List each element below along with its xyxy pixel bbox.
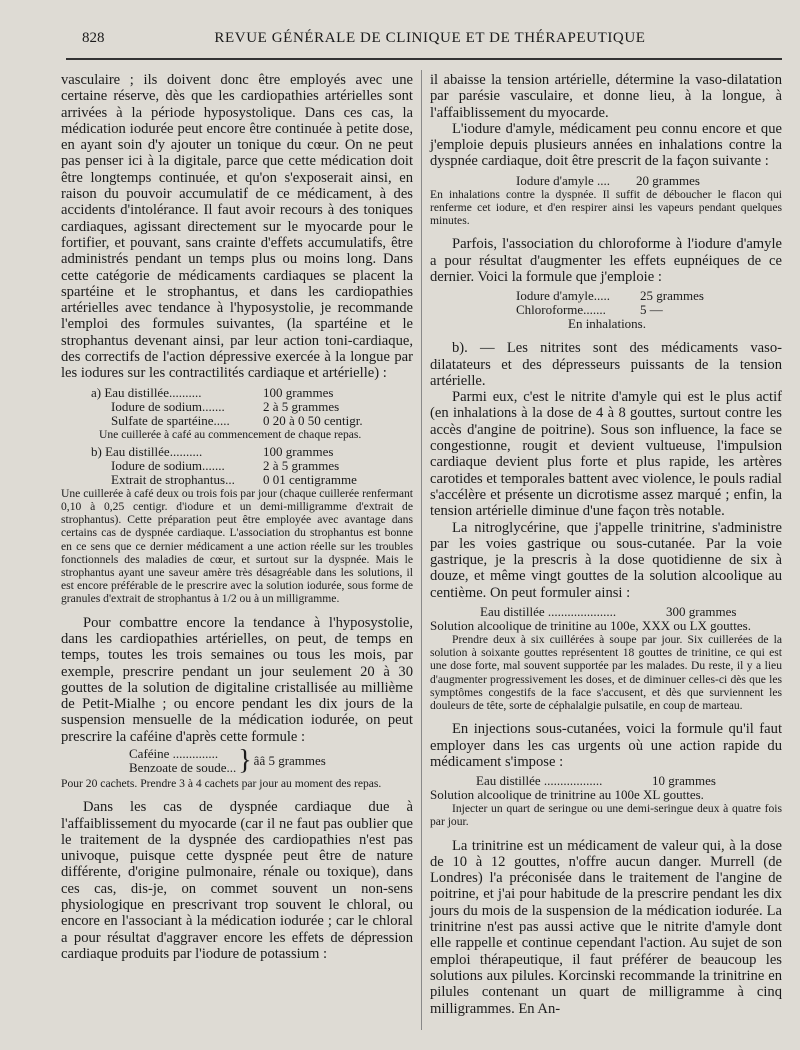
- paragraph: En injections sous-cutanées, voici la formule qu'il faut employer dans les cas urgents où une action rapide du médicament s'impose :: [430, 721, 782, 770]
- paragraph: Parfois, l'association du chloroforme à l'iodure d'amyle a pour résultat d'augmenter les effets eupnéiques de ce dernier. Voici la formule que j'emploie :: [430, 236, 782, 285]
- formula-line: Iodure de sodium....... 2 à 5 grammes: [111, 398, 340, 414]
- right-column: [430, 72, 782, 1017]
- page-number: 828: [82, 30, 105, 46]
- running-title: REVUE GÉNÉRALE DE CLINIQUE ET DE THÉRAPEUTIQUE: [214, 30, 646, 46]
- formula-line: Sulfate de spartéine..... 0 20 à 0 50 centigr.: [111, 412, 363, 428]
- formula-line: Extrait de strophantus... 0 01 centigramme: [111, 471, 357, 487]
- formula-line: Eau distillée ..................... 300 grammes: [480, 604, 737, 620]
- formula-line: Iodure de sodium....... 2 à 5 grammes: [111, 457, 340, 473]
- formula-line: En inhalations.: [568, 316, 646, 332]
- formula-line: Solution alcoolique de trinitrine au 100e XL gouttes.: [430, 787, 704, 803]
- formula-note: En inhalations contre la dyspnée. Il suffit de déboucher le flacon qui renferme cet iodure, et d'en respirer ainsi les vapeurs pendant quelques minutes.: [430, 187, 782, 228]
- paragraph: vasculaire ; ils doivent donc être employés avec une certaine réserve, dès que les cardiopathies artérielles sont arrivées à la période hyposystolique. Dans ces cas, la médication iodurée peut encore être continuée à petite dose, en ayant soin d'y ajouter un tonique du cœur. On ne peut pas penser ici à la digitale, parce que cette médication doit être longtemps continuée, et qu'on s'exposerait ainsi, en raison du pouvoir accumulatif de ce médicament, à des accidents d'intolérance. Il faut avoir recours à des toniques cardiaques, agissant directement sur le myocarde pour le fortifier, et pouvant, sans crainte d'effets accumulatifs, être administrés pendant un temps plus ou moins long. Dans cette catégorie de médicaments cardiaques se placent la spartéine et le strophantus, et dans les cardiopathies artérielles avec tendance à l'hyposystolie, je recommande l'emploi des formules suivantes, (la spartéine et le strophantus devenant ainsi, par leur action toni-cardiaque, des correctifs de l'action dépressive exercée à la longue par les iodures sur les contractilités cardiaque et artérielle) :: [61, 72, 413, 382]
- formula-line: Iodure d'amyle..... 25 grammes: [516, 288, 704, 304]
- paragraph: Parmi eux, c'est le nitrite d'amyle qui est le plus actif (en inhalations à la dose de 4 à 8 gouttes, surtout contre les accès d'angine de poitrine). Sous son influence, la face se congestionne, rougit et devient vultueuse, l'impulsion cardiaque devient plus forte et plus rapide, les artères carotides et temporales battent avec violence, le pouls radial s'accélère et présente un dicrotisme assez marqué ; enfin, la tension artérielle diminue d'une façon très notable.: [430, 389, 782, 520]
- paragraph: b). — Les nitrites sont des médicaments vaso-dilatateurs et des dépresseurs puissants de la tension artérielle.: [430, 340, 782, 389]
- column-divider: [421, 70, 422, 1030]
- formula-b: [91, 445, 413, 487]
- formula-note: Injecter un quart de seringue ou une demi-seringue deux à quatre fois par jour.: [430, 802, 782, 829]
- paragraph: il abaisse la tension artérielle, détermine la vaso-dilatation par parésie vasculaire, et donne lieu, à la longue, à l'affaiblissement du myocarde.: [430, 72, 782, 121]
- paragraph: La nitroglycérine, que j'appelle trinitrine, s'administre par les voies gastrique ou sous-cutanée. Par la voie gastrique, je la prescris à la dose quotidienne de six à douze, et même vingt gouttes de la solution alcoolique au centième. On peut formuler ainsi :: [430, 519, 782, 601]
- formula-cafeine: [129, 747, 413, 775]
- formula-a: [91, 386, 413, 428]
- formula-line: Benzoate de soude...: [129, 760, 237, 776]
- formula-line: Iodure d'amyle .... 20 grammes: [516, 172, 700, 188]
- formula-line: Solution alcoolique de trinitine au 100e, XXX ou LX gouttes.: [430, 618, 751, 634]
- formula-line: Eau distillée .................. 10 grammes: [476, 773, 716, 789]
- formula-line: Caféine ..............: [129, 746, 219, 762]
- left-column: [61, 72, 413, 962]
- paragraph: L'iodure d'amyle, médicament peu connu encore et que j'emploie depuis plusieurs années en inhalations contre la dyspnée cardiaque, doit être prescrit de la façon suivante :: [430, 120, 782, 170]
- formula-note: Une cuillerée à café deux ou trois fois par jour (chaque cuillerée renfermant 0,10 à 0,25 centigr. d'iodure et un demi-milligramme d'extrait de strophantus). Cette préparation peut être employée avec avantage dans certains cas de dyspnée cardiaque. L'association du strophantus est bonne en ce sens que ce dernier médicament a une action réelle sur les troubles fonctionnels des maladies de cœur, et surtout sur la dyspnée. Mais le strophantus ayant une saveur amère très désagréable dans les solutions, il est encore préférable de le prescrire avec la solution iodurée, sous forme de granules d'extrait de strophantus à 1/2 ou à un milligramme.: [61, 486, 413, 606]
- paragraph: Dans les cas de dyspnée cardiaque due à l'affaiblissement du myocarde (car il ne faut pas oublier que le traitement de la dyspnée des cardiopathies n'est pas univoque, puisque cette dyspnée peut être de nature différente, d'origine pulmonaire, rénale ou toxique), dans ces cas, dis-je, on commet souvent un non-sens physiologique en prescrivant trop souvent le chloral, ou encore en l'associant à la médication iodurée ; car le chloral a pour résultat d'aggraver encore les effets de dépression cardiaque produits par l'iodure de potassium :: [61, 799, 413, 962]
- formula-line: Chloroforme....... 5 —: [516, 302, 663, 318]
- running-header: [0, 26, 800, 50]
- formula-note: Une cuillerée à café au commencement de chaque repas.: [99, 427, 362, 441]
- formula-line: a) Eau distillée.......... 100 grammes: [91, 384, 334, 400]
- formula-note: Prendre deux à six cuillérées à soupe par jour. Six cuillerées de la solution à soixante gouttes représentent 18 gouttes de trinitine, ce qui est une dose forte, mal souvent supportée par les malades. Du reste, il y a lieu d'augmenter progressivement les doses, et de diminuer celles-ci dès que les symptômes congestifs de la face s'accusent, et dès que surviennent les douleurs de tête, sorte de céphalalgie pulsatile, en coup de marteau.: [430, 633, 782, 713]
- formula-amount: ââ 5 grammes: [253, 753, 326, 769]
- paragraph: La trinitrine est un médicament de valeur qui, à la dose de 10 à 12 gouttes, n'offre aucun danger. Murrell (de Londres) l'a préconisée dans le traitement de l'angine de poitrine, et j'ai pour habitude de la prescrire pendant les dix jours du mois de la suspension de la médication iodurée. La trinitrine n'est pas aussi active que le nitrite d'amyle dont elle rappelle et continue cependant l'action. Au sujet de son emploi thérapeutique, il faut préférer de beaucoup les solutions aux pilules. Korcinski recommande la trinitrine en pilules contenant un quart de milligramme à cinq milligrammes. En An-: [430, 837, 782, 1017]
- formula-line: b) Eau distillée.......... 100 grammes: [91, 443, 334, 459]
- header-rule: [66, 58, 782, 60]
- formula-chloroforme: [430, 289, 782, 331]
- paragraph: Pour combattre encore la tendance à l'hyposystolie, dans les cardiopathies artérielles, on peut, de temps en temps, toutes les trois semaines ou tous les mois, par exemple, prescrire pendant un jour seulement 20 à 30 gouttes de la solution de digitaline cristallisée au millième de Petit-Mialhe ; ou encore pendant les dix jours de la suspension mensuelle de la médication iodurée, on peut prescrire la caféine d'après cette formule :: [61, 614, 413, 745]
- formula-note: Pour 20 cachets. Prendre 3 à 4 cachets par jour au moment des repas.: [61, 777, 382, 791]
- brace-glyph: }: [238, 745, 252, 777]
